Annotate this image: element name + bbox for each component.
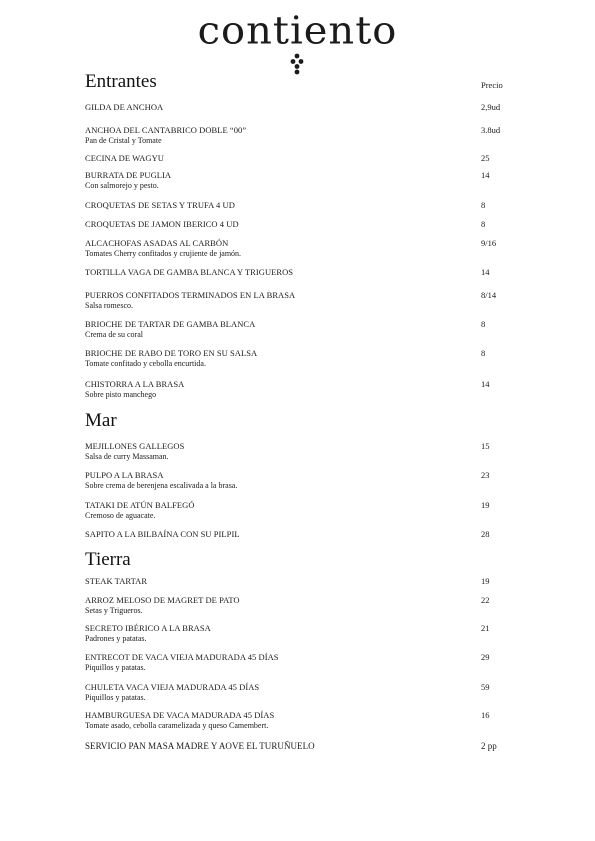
item-price: 22	[481, 595, 490, 605]
item-price: 8	[481, 200, 486, 210]
item-price: 8	[481, 219, 486, 229]
menu-item	[85, 710, 525, 732]
item-description: Padrones y patatas.	[85, 634, 147, 643]
item-name: PUERROS CONFITADOS TERMINADOS EN LA BRASA	[85, 290, 296, 300]
restaurant-logo	[0, 6, 595, 56]
menu-item	[85, 576, 525, 587]
item-name: CROQUETAS DE JAMON IBERICO 4 UD	[85, 219, 239, 229]
item-name: ARROZ MELOSO DE MAGRET DE PATO	[85, 595, 240, 605]
item-description: Sobre pisto manchego	[85, 390, 157, 399]
menu-item	[85, 267, 525, 278]
menu-item	[85, 470, 525, 492]
item-price: 2,9ud	[481, 102, 501, 112]
item-name: CHISTORRA A LA BRASA	[85, 379, 185, 389]
item-description: Setas y Trigueros.	[85, 606, 143, 615]
menu-item	[85, 595, 525, 617]
item-price: 19	[481, 576, 490, 586]
item-price: 8	[481, 348, 486, 358]
item-price: 14	[481, 267, 490, 277]
menu-item	[85, 290, 525, 312]
item-description: Salsa de curry Massaman.	[85, 452, 169, 461]
menu-item	[85, 170, 525, 192]
item-price: 28	[481, 529, 490, 539]
item-price: 14	[481, 170, 490, 180]
menu-item	[85, 238, 525, 260]
item-name: CHULETA VACA VIEJA MADURADA 45 DÍAS	[85, 682, 260, 692]
grapes-icon	[289, 53, 305, 75]
item-name: MEJILLONES GALLEGOS	[85, 441, 185, 451]
item-name: SECRETO IBÉRICO A LA BRASA	[85, 623, 211, 633]
item-description: Piquillos y patatas.	[85, 693, 146, 702]
menu-item	[85, 652, 525, 674]
menu-item	[85, 379, 525, 401]
menu-item	[85, 441, 525, 463]
item-name: HAMBURGUESA DE VACA MADURADA 45 DÍAS	[85, 710, 275, 720]
item-name: TORTILLA VAGA DE GAMBA BLANCA Y TRIGUEROS	[85, 267, 294, 277]
item-price: 8/14	[481, 290, 497, 300]
menu-item	[85, 623, 525, 645]
menu-item	[85, 682, 525, 704]
item-price: 29	[481, 652, 490, 662]
item-description: Tomates Cherry confitados y crujiente de jamón.	[85, 249, 242, 258]
item-name: BRIOCHE DE RABO DE TORO EN SU SALSA	[85, 348, 258, 358]
logo-wordmark: contiento	[197, 9, 398, 53]
item-name: BRIOCHE DE TARTAR DE GAMBA BLANCA	[85, 319, 256, 329]
menu-item	[85, 319, 525, 341]
item-description: Sobre crema de berenjena escalivada a la brasa.	[85, 481, 238, 490]
section-title-entrantes: Entrantes	[85, 71, 157, 92]
item-price: 21	[481, 623, 490, 633]
menu-item	[85, 153, 525, 164]
item-price: 9/16	[481, 238, 497, 248]
item-price: 16	[481, 710, 490, 720]
item-name: CROQUETAS DE SETAS Y TRUFA 4 UD	[85, 200, 235, 210]
item-name: BURRATA DE PUGLIA	[85, 170, 172, 180]
item-description: Con salmorejo y pesto.	[85, 181, 159, 190]
bread-service-line	[85, 741, 525, 752]
item-name: GILDA DE ANCHOA	[85, 102, 164, 112]
bread-service-name: SERVICIO PAN MASA MADRE Y AOVE EL TURUÑUELO	[85, 741, 315, 751]
item-price: 25	[481, 153, 490, 163]
item-price: 59	[481, 682, 490, 692]
item-name: CECINA DE WAGYU	[85, 153, 164, 163]
item-price: 8	[481, 319, 486, 329]
item-description: Pan de Cristal y Tomate	[85, 136, 162, 145]
menu-item	[85, 125, 525, 147]
item-name: PULPO A LA BRASA	[85, 470, 164, 480]
item-price: 14	[481, 379, 490, 389]
item-price: 3.8ud	[481, 125, 501, 135]
item-description: Crema de su coral	[85, 330, 143, 339]
item-description: Tomate confitado y cebolla encurtida.	[85, 359, 206, 368]
item-name: ENTRECOT DE VACA VIEJA MADURADA 45 DÍAS	[85, 652, 279, 662]
menu-item	[85, 500, 525, 522]
section-title-tierra: Tierra	[85, 549, 131, 570]
item-name: ANCHOA DEL CANTABRICO DOBLE “00”	[85, 125, 247, 135]
menu-item	[85, 348, 525, 370]
item-description: Tomate asado, cebolla caramelizada y queso Camembert.	[85, 721, 269, 730]
item-price: 23	[481, 470, 490, 480]
menu-item	[85, 219, 525, 230]
item-name: TATAKI DE ATÚN BALFEGÓ	[85, 500, 195, 510]
menu-item	[85, 102, 525, 113]
item-description: Cremoso de aguacate.	[85, 511, 156, 520]
bread-service-price: 2 pp	[481, 741, 497, 751]
price-column-header: Precio	[481, 80, 503, 90]
item-name: SAPITO A LA BILBAÍNA CON SU PILPIL	[85, 529, 240, 539]
item-name: ALCACHOFAS ASADAS AL CARBÓN	[85, 238, 229, 248]
item-price: 19	[481, 500, 490, 510]
menu-item	[85, 529, 525, 540]
item-description: Piquillos y patatas.	[85, 663, 146, 672]
item-description: Salsa romesco.	[85, 301, 133, 310]
menu-item	[85, 200, 525, 211]
item-price: 15	[481, 441, 490, 451]
item-name: STEAK TARTAR	[85, 576, 148, 586]
section-title-mar: Mar	[85, 410, 117, 431]
